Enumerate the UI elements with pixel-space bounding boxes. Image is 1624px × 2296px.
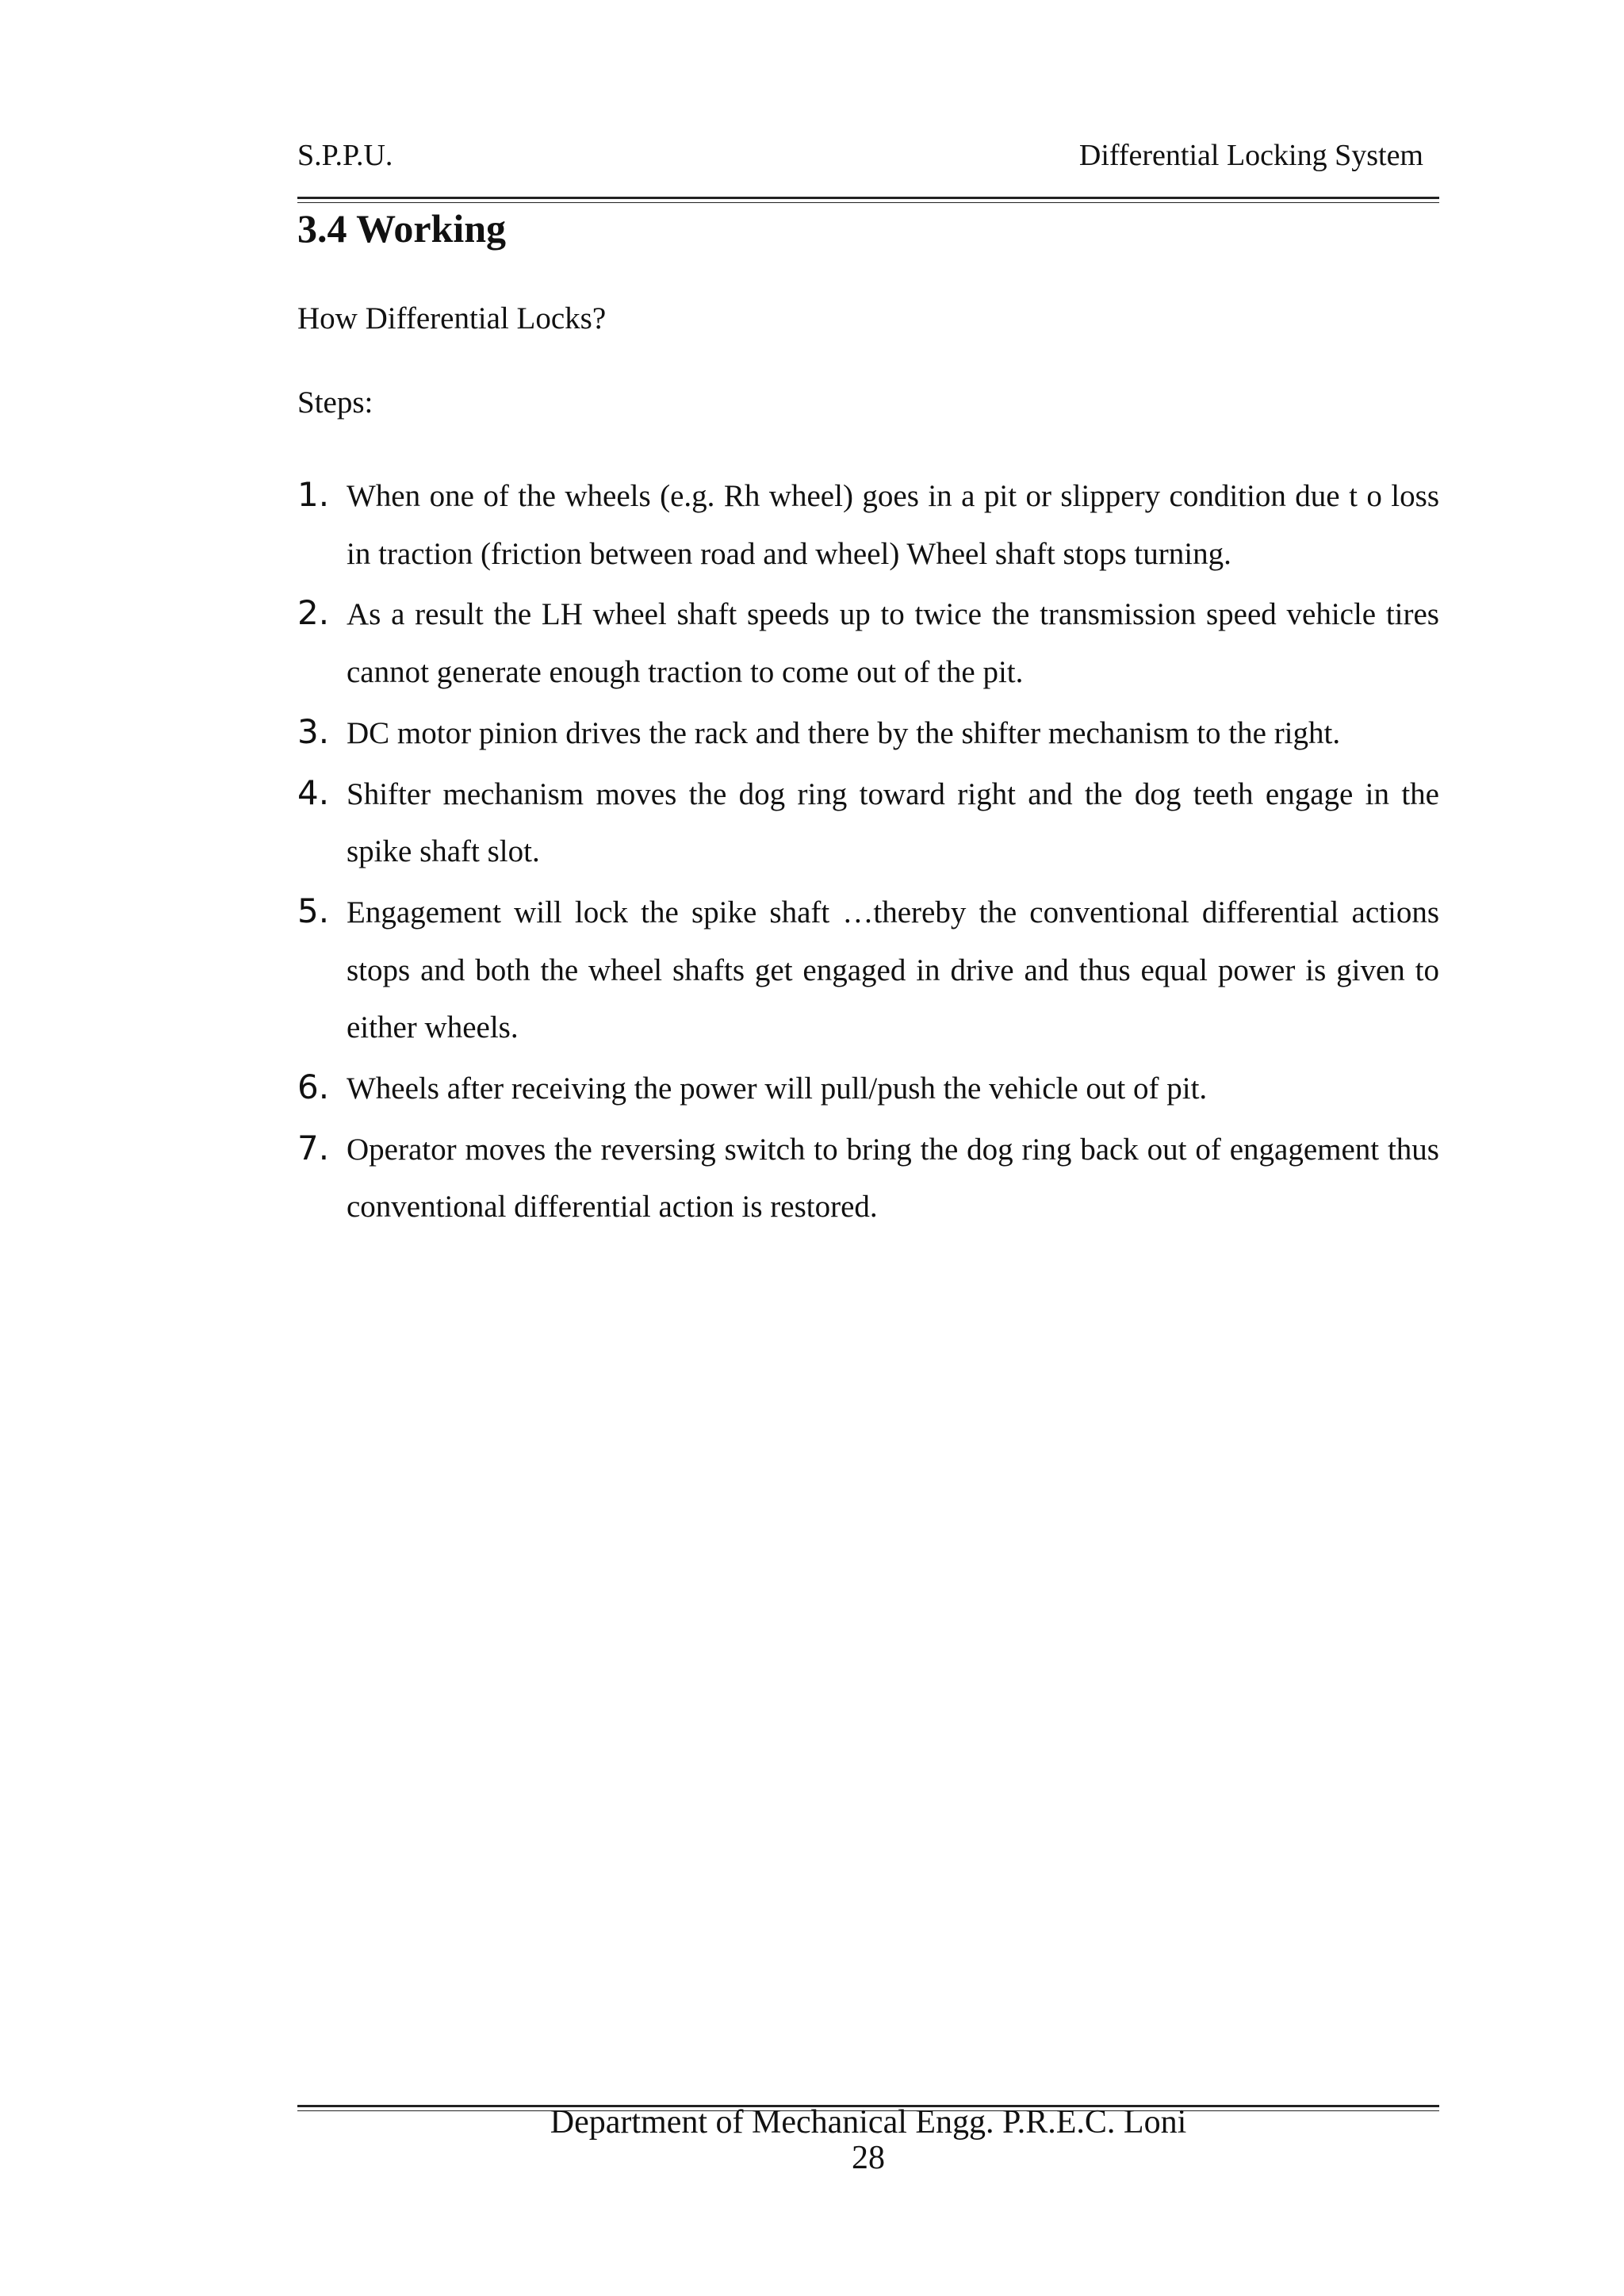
- steps-list: [297, 468, 1439, 1240]
- steps-label: Steps:: [297, 385, 373, 420]
- step-item: [297, 705, 1439, 763]
- page-footer: [297, 2103, 1439, 2175]
- step-text: Shifter mechanism moves the dog ring toward right and the dog teeth engage in the spike shaft slot.: [347, 776, 1439, 869]
- step-text: Engagement will lock the spike shaft …thereby the conventional differential actions stops and both the wheel shafts get engaged in drive and thus equal power is given to either wheels.: [347, 895, 1439, 1045]
- step-text: Operator moves the reversing switch to bring the dog ring back out of engagement thus conventional differential action is restored.: [347, 1132, 1439, 1225]
- step-number: 6.: [297, 1068, 330, 1107]
- page-number: 28: [852, 2140, 885, 2176]
- step-item: [297, 468, 1439, 583]
- step-item: [297, 586, 1439, 701]
- header-divider: [297, 197, 1439, 203]
- step-number: 4.: [297, 772, 330, 812]
- step-item: [297, 1121, 1439, 1236]
- step-number: 5.: [297, 891, 330, 930]
- step-text: DC motor pinion drives the rack and there by the shifter mechanism to the right.: [347, 715, 1341, 750]
- step-item: [297, 766, 1439, 881]
- footer-department: Department of Mechanical Engg. P.R.E.C. Loni: [550, 2104, 1187, 2141]
- step-number: 3.: [297, 711, 330, 751]
- step-text: Wheels after receiving the power will pull/push the vehicle out of pit.: [347, 1071, 1208, 1106]
- step-item: [297, 884, 1439, 1057]
- section-heading: 3.4 Working: [297, 206, 507, 251]
- step-number: 1.: [297, 475, 330, 514]
- step-text: As a result the LH wheel shaft speeds up to twice the transmission speed vehicle tires cannot generate enough traction to come out of the pit.: [347, 597, 1439, 690]
- step-number: 7.: [297, 1128, 330, 1167]
- header-document-title: Differential Locking System: [1078, 139, 1423, 172]
- step-text: When one of the wheels (e.g. Rh wheel) goes in a pit or slippery condition due t o loss in traction (friction between road and wheel) Wheel shaft stops turning.: [347, 479, 1439, 571]
- section-question: How Differential Locks?: [297, 301, 607, 335]
- header-university: S.P.P.U.: [297, 139, 393, 172]
- step-number: 2.: [297, 593, 330, 633]
- step-item: [297, 1060, 1439, 1118]
